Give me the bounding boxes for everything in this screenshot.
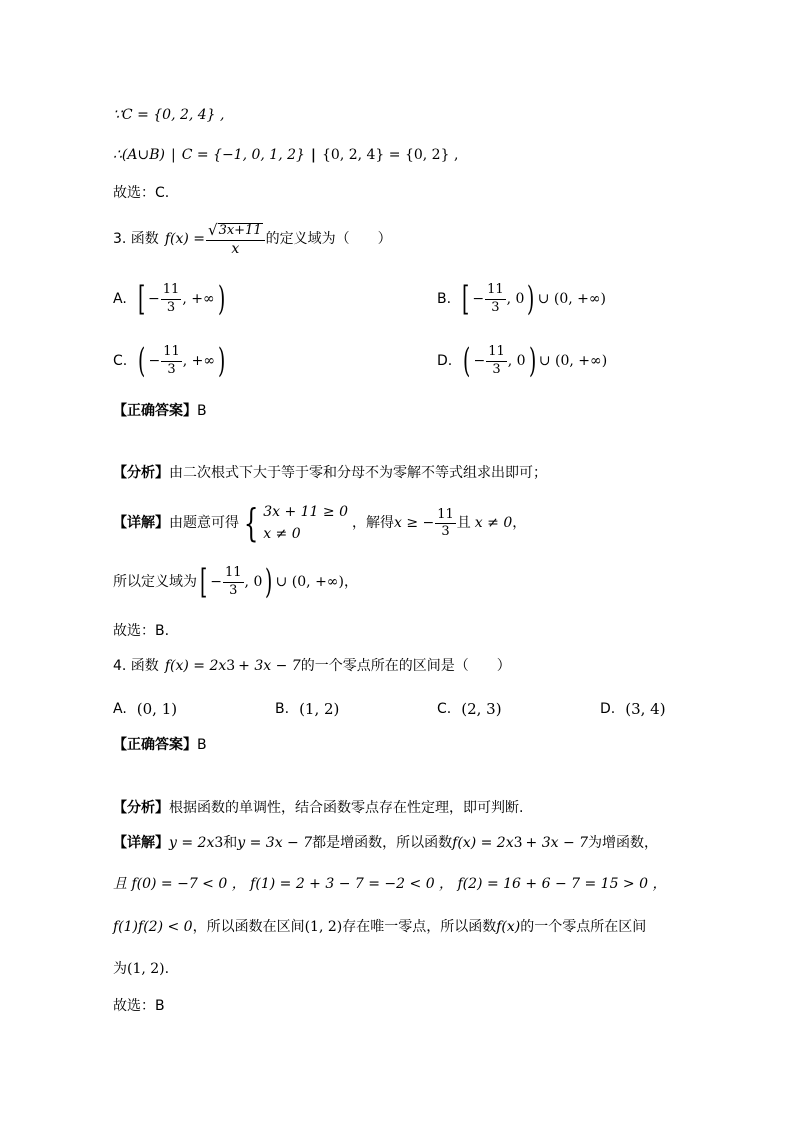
q3-detail-mid: ，解得: [351, 515, 394, 532]
q4-d1-f: + 3x − 7: [525, 835, 589, 851]
q4-answer-line: [113, 738, 207, 752]
q3-option-d-num: 11: [486, 345, 507, 361]
q3-option-c-right: ): [218, 341, 226, 381]
q3-analysis: 由二次根式下大于等于零和分母不为零解不等式组求出即可；: [169, 465, 547, 481]
q3-domain-frac: [223, 566, 244, 598]
q4-option-d[interactable]: [600, 700, 666, 718]
q3-detail-pre: 由题意可得: [169, 515, 239, 532]
q4-d1-a: y = 2x: [169, 835, 215, 851]
q4-detail-line-3: [113, 920, 646, 934]
q3-detail-x: x ≥ −: [393, 515, 435, 532]
q3-suffix: 的定义域为（ ）: [265, 231, 392, 248]
q4-detail-tag: 【详解】: [113, 835, 169, 851]
q3-f-lhs: f(x) =: [164, 231, 205, 248]
intersection-bar-2: |: [310, 147, 316, 163]
q3-option-b-den: 3: [491, 299, 500, 315]
q3-domain-end: ，: [343, 574, 358, 590]
q4-d4-b: (1, 2): [127, 961, 165, 977]
q4-choose-line: [113, 999, 165, 1013]
q3-answer: B: [197, 403, 207, 419]
q3-option-b-union: ∪ (0, +∞): [537, 291, 606, 307]
q4-d3-a: f(1)f(2) < 0: [113, 919, 193, 935]
q3-domain-left-bracket: [: [199, 562, 208, 602]
q3-option-a-den: 3: [166, 299, 176, 315]
intersection-mid: C = {−1, 0, 1, 2}: [181, 147, 305, 163]
given-set-c: ∵C = {0, 2, 4} ,: [113, 107, 225, 123]
q3-answer-tag: 【正确答案】: [113, 403, 197, 419]
q4-option-a[interactable]: [113, 700, 177, 718]
q3-option-d-frac: [486, 345, 507, 377]
q4-suffix: 的一个零点所在的区间是（ ）: [300, 658, 511, 674]
q3-fraction: [206, 222, 265, 257]
q3-option-b-num: 11: [485, 283, 506, 299]
q4-option-a-label: A.: [113, 701, 127, 717]
q3-domain-pre: 所以定义域为: [113, 574, 197, 590]
q4-d1-b: 和: [223, 835, 238, 851]
given-set-c-line: [113, 108, 225, 122]
q3-option-a-minus: −: [148, 291, 160, 307]
q3-detail-line: [113, 501, 526, 546]
q3-system-row-2: x ≠ 0: [263, 526, 301, 543]
q3-option-c-label: C.: [113, 353, 128, 369]
q3-detail-frac: [435, 508, 456, 540]
q3-option-c-num: 11: [161, 345, 182, 361]
q3-option-a[interactable]: [113, 279, 228, 319]
q4-detail-line-1: 【详解】 y = 2x 3 和 y = 3x − 7 都是增函数，所以函数 f(x) = 2x 3 + 3x − 7 为增函数，: [113, 835, 659, 851]
intersection-bar: |: [170, 147, 176, 163]
q4-d4-a: 为: [113, 961, 127, 977]
q4-option-c-label: C.: [437, 701, 452, 717]
q3-detail-num: 11: [435, 508, 456, 524]
q3-detail-den: 3: [441, 523, 450, 539]
q3-option-c-den: 3: [167, 361, 176, 377]
intersection-rhs: {0, 2, 4} = {0, 2} ,: [322, 147, 459, 163]
q3-choose-line: [113, 624, 169, 638]
q4-d3-d: 存在唯一零点，所以函数: [342, 919, 497, 935]
q3-den: x: [231, 240, 240, 257]
prev-choose: 故选：C.: [113, 185, 170, 201]
q4-answer: B: [197, 737, 207, 753]
q4-d2: 且 f(0) = −7 < 0 ， f(1) = 2 + 3 − 7 = −2 < 0 ， f(2) = 16 + 6 − 7 = 15 > 0 ，: [113, 876, 667, 892]
q3-option-d-den: 3: [492, 361, 501, 377]
q3-option-d-union: ∪ (0, +∞): [538, 353, 608, 369]
q3-detail-and: 且: [456, 515, 471, 532]
q4-option-c[interactable]: [437, 700, 502, 718]
q3-option-b-right: ): [527, 279, 535, 319]
q3-sqrt-body: 3x+11: [218, 223, 262, 239]
q3-option-b[interactable]: [437, 279, 606, 319]
prev-choose-line: [113, 186, 169, 200]
intersection-lhs: ∴(A∪B): [113, 147, 165, 163]
q4-stem: 4. 函数 f(x) = 2x 3 + 3x − 7 的一个零点所在的区间是（ ）: [113, 658, 511, 674]
q3-option-c[interactable]: [113, 341, 228, 381]
q3-option-c-frac: [161, 345, 182, 377]
q3-detail-neq: x ≠ 0: [474, 515, 513, 532]
q3-option-b-left: [: [462, 279, 470, 319]
q4-d1-e: f(x) = 2x: [452, 835, 514, 851]
q3-option-d-left: (: [463, 341, 471, 381]
q4-d1-c: y = 3x − 7: [237, 835, 313, 851]
q3-option-d-minus: −: [473, 353, 486, 369]
q4-d1-g: 为增函数，: [588, 835, 659, 851]
q4-answer-tag: 【正确答案】: [113, 737, 197, 753]
q3-system: [239, 501, 348, 546]
q3-option-a-left: [: [137, 279, 146, 319]
q3-detail-tag: 【详解】: [113, 515, 169, 532]
q3-analysis-line: [113, 466, 547, 480]
q4-d3-b: ，所以函数在区间: [192, 919, 305, 935]
q4-analysis-tag: 【分析】: [113, 800, 169, 816]
q3-option-a-right: ): [217, 279, 225, 319]
q3-prefix: 3. 函数: [113, 231, 159, 248]
q3-domain-right-paren: ): [265, 562, 273, 602]
q3-option-c-left: (: [138, 341, 146, 381]
q4-d3-e: f(x): [496, 919, 521, 935]
q4-option-c-value: (2, 3): [461, 700, 502, 718]
q3-option-a-post: , +∞: [182, 291, 215, 307]
q3-stem: [113, 222, 392, 257]
q4-d4-c: .: [164, 961, 170, 977]
q4-option-b-value: (1, 2): [299, 700, 340, 718]
q4-option-d-label: D.: [600, 701, 616, 717]
q3-option-a-num: 11: [161, 283, 182, 299]
q3-option-b-label: B.: [437, 291, 452, 307]
q3-option-d-label: D.: [437, 353, 453, 369]
q3-option-d-post: , 0: [507, 353, 526, 369]
q3-option-b-minus: −: [472, 291, 485, 307]
q4-f-a: f(x) = 2x: [164, 658, 227, 674]
q3-detail-end: ，: [512, 515, 527, 532]
sqrt-icon: √: [208, 221, 218, 239]
q3-domain-num: 11: [223, 566, 244, 582]
q3-analysis-tag: 【分析】: [113, 465, 169, 481]
q3-option-d[interactable]: [437, 341, 608, 381]
q3-domain-mid: , 0: [244, 574, 263, 590]
q4-f-b: + 3x − 7: [238, 658, 301, 674]
q4-d1-d: 都是增函数，所以函数: [312, 835, 453, 851]
q3-option-b-frac: [485, 283, 506, 315]
left-brace-icon: {: [243, 501, 259, 546]
q4-d3-f: 的一个零点所在区间: [520, 919, 647, 935]
q3-option-a-frac: [161, 283, 182, 315]
q3-option-c-post: , +∞: [182, 353, 216, 369]
q3-choose: 故选：B.: [113, 623, 170, 639]
q3-system-row-1: 3x + 11 ≥ 0: [263, 504, 348, 520]
q4-detail-line-4: [113, 962, 169, 976]
q3-option-d-right: ): [528, 341, 536, 381]
q4-option-b[interactable]: [275, 700, 339, 718]
q4-option-d-value: (3, 4): [625, 700, 666, 718]
q4-prefix: 4. 函数: [113, 658, 159, 674]
q3-option-b-post: , 0: [506, 291, 525, 307]
q4-option-b-label: B.: [275, 701, 290, 717]
q3-domain-union: ∪ (0, +∞): [275, 574, 344, 590]
q3-system-rows: [263, 501, 348, 546]
q3-option-a-label: A.: [113, 291, 127, 307]
q4-analysis: 根据函数的单调性，结合函数零点存在性定理，即可判断.: [169, 800, 524, 816]
q3-domain-line: [113, 562, 358, 602]
q4-option-a-value: (0, 1): [136, 700, 178, 718]
intersection-line: [113, 148, 458, 162]
q3-option-c-minus: −: [148, 353, 161, 369]
q3-answer-line: [113, 404, 207, 418]
q4-analysis-line: [113, 801, 523, 815]
q3-sqrt: [206, 222, 265, 241]
q3-domain-den: 3: [229, 582, 238, 598]
q4-d3-c: (1, 2): [304, 919, 343, 935]
q4-detail-line-2: [113, 877, 666, 891]
q3-domain-minus: −: [210, 574, 222, 590]
q4-choose: 故选：B: [113, 998, 165, 1014]
